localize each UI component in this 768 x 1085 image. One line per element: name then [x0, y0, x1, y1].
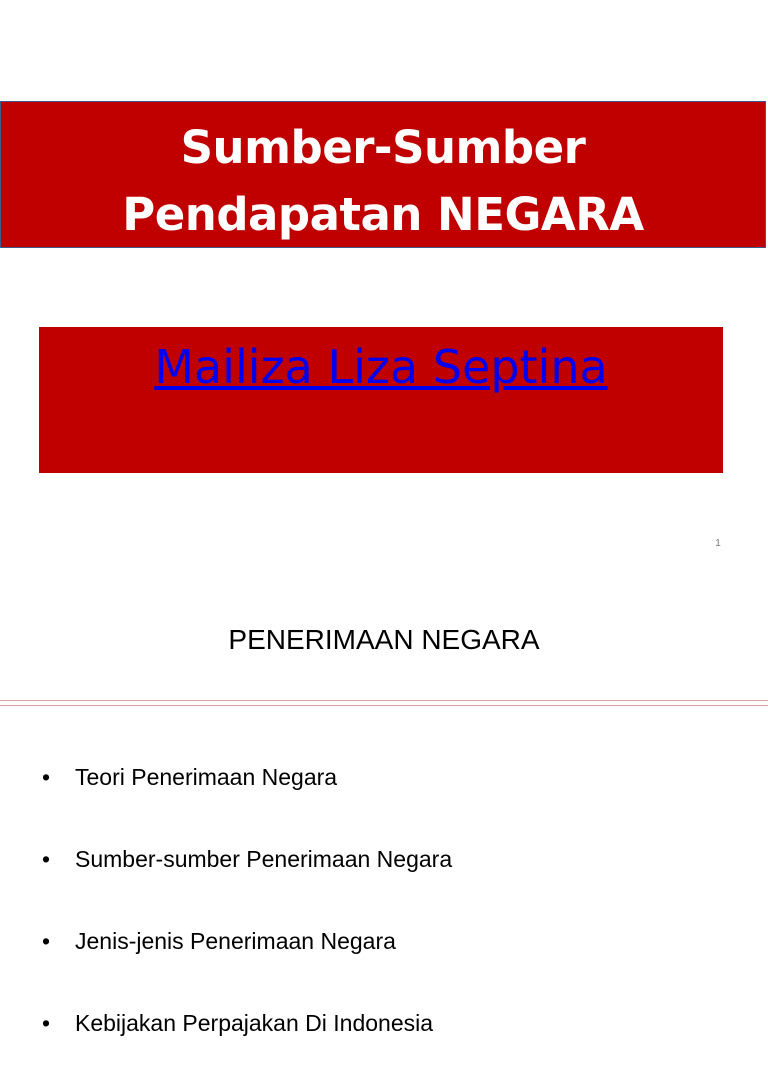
author-link[interactable]: Mailiza Liza Septina: [154, 340, 608, 394]
divider-line-top: [0, 700, 768, 701]
bullet-icon: •: [42, 764, 51, 790]
divider-line-bottom: [0, 705, 768, 706]
bullet-text: Jenis-jenis Penerimaan Negara: [75, 928, 396, 954]
slide-2-heading: PENERIMAAN NEGARA: [228, 624, 540, 655]
slide-title-line-2: Pendapatan NEGARA: [122, 188, 644, 241]
bullet-icon: •: [42, 928, 51, 954]
slide-title-line-1: Sumber-Sumber: [180, 121, 586, 174]
bullet-text: Teori Penerimaan Negara: [75, 764, 338, 790]
bullet-icon: •: [42, 1010, 51, 1036]
bullet-text: Kebijakan Perpajakan Di Indonesia: [75, 1010, 434, 1036]
author-box: [39, 327, 723, 473]
bullet-text: Sumber-sumber Penerimaan Negara: [75, 846, 453, 872]
bullet-icon: •: [42, 846, 51, 872]
page-number: 1: [715, 538, 721, 549]
title-banner: [0, 101, 766, 248]
